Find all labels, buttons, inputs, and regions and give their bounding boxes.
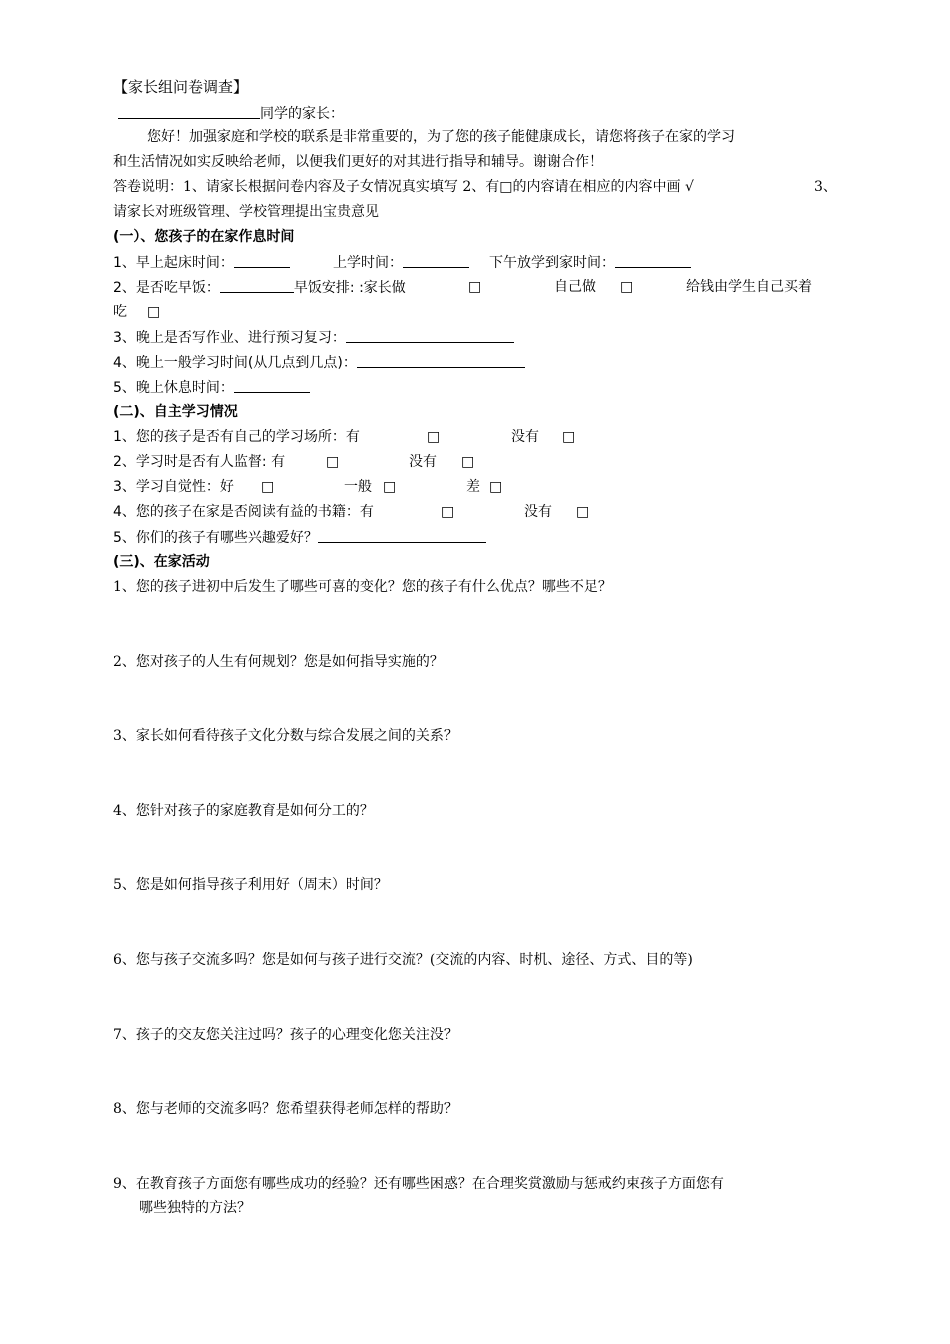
- home-time-label: 下午放学到家时间：: [489, 255, 615, 271]
- s1-q1: [113, 252, 290, 273]
- breakfast-label: 2、是否吃早饭：: [113, 280, 220, 296]
- intro-line-2: 和生活情况如实反映给老师，以便我们更好的对其进行指导和辅导。谢谢合作！: [113, 154, 603, 170]
- s3-q9-line1: 9、在教育孩子方面您有哪些成功的经验？还有哪些困惑？在合理奖赏激励与惩戒约束孩子方面您有: [113, 1176, 724, 1192]
- s3-q8: 8、您与老师的交流多吗？您希望获得老师怎样的帮助？: [113, 1101, 458, 1117]
- s1-q3: [113, 327, 514, 348]
- section3-heading: (三)、在家活动: [113, 554, 210, 570]
- s3-q4: 4、您针对孩子的家庭教育是如何分工的？: [113, 803, 374, 819]
- checkbox-self-discipline-good[interactable]: □: [261, 479, 275, 495]
- s3-q1: 1、您的孩子进初中后发生了哪些可喜的变化？您的孩子有什么优点？哪些不足？: [113, 579, 612, 595]
- s2-q3-poor-label: 差: [466, 479, 480, 495]
- checkbox-money-buy[interactable]: □: [147, 304, 161, 320]
- study-time-blank[interactable]: [357, 352, 525, 368]
- s1-q1-home: [489, 252, 691, 273]
- greeting-suffix: 同学的家长：: [260, 106, 344, 122]
- s2-q2-no-label: 没有: [409, 454, 437, 470]
- checkbox-self-discipline-poor[interactable]: □: [489, 479, 503, 495]
- s1-q5: [113, 377, 310, 398]
- s3-q6: 6、您与孩子交流多吗？您是如何与孩子进行交流？(交流的内容、时机、途径、方式、目的等): [113, 952, 693, 968]
- school-time-blank[interactable]: [403, 252, 469, 268]
- s2-q1-label: 1、您的孩子是否有自己的学习场所：有: [113, 429, 360, 445]
- hobbies-label: 5、你们的孩子有哪些兴趣爱好？: [113, 530, 318, 546]
- s2-q2-label: 2、学习时是否有人监督: 有: [113, 454, 286, 470]
- instructions-line-1: [113, 177, 694, 197]
- breakfast-arrange-label: 早饭安排: :家长做: [293, 280, 406, 296]
- s2-q4-no-label: 没有: [524, 504, 552, 520]
- study-time-label: 4、晚上一般学习时间(从几点到几点)：: [113, 355, 357, 371]
- breakfast-blank[interactable]: [220, 277, 294, 293]
- checkbox-self-cook[interactable]: □: [620, 279, 634, 295]
- checkbox-supervised-yes[interactable]: □: [326, 454, 340, 470]
- page-title: 【家长组问卷调查】: [113, 78, 249, 96]
- section1-heading: (一）、您孩子的在家作息时间: [113, 229, 295, 245]
- s3-q9-line2: 哪些独特的方法？: [139, 1200, 251, 1216]
- checkbox-parent-cook[interactable]: □: [468, 279, 482, 295]
- s2-q4-label: 4、您的孩子在家是否阅读有益的书籍：有: [113, 504, 374, 520]
- s2-q1-no-label: 没有: [511, 429, 539, 445]
- checkbox-supervised-no[interactable]: □: [461, 454, 475, 470]
- checkbox-study-place-no[interactable]: □: [562, 429, 576, 445]
- wake-time-blank[interactable]: [234, 252, 290, 268]
- s1-q4: [113, 352, 525, 373]
- greeting-line: [118, 103, 344, 124]
- intro-line-1: 您好！加强家庭和学校的联系是非常重要的，为了您的孩子能健康成长，请您将孩子在家的学习: [147, 129, 735, 145]
- home-time-blank[interactable]: [615, 252, 691, 268]
- checkbox-reading-no[interactable]: □: [576, 504, 590, 520]
- school-time-label: 上学时间：: [333, 255, 403, 271]
- wake-time-label: 1、早上起床时间：: [113, 255, 234, 271]
- section2-heading: (二)、自主学习情况: [113, 404, 238, 420]
- checkbox-reading-yes[interactable]: □: [441, 504, 455, 520]
- checkbox-self-discipline-average[interactable]: □: [383, 479, 397, 495]
- homework-blank[interactable]: [346, 327, 514, 343]
- instructions-text: 答卷说明：1、请家长根据问卷内容及子女情况真实填写 2、有□的内容请在相应的内容中画 √: [113, 179, 694, 195]
- instructions-item-3: 3、: [814, 179, 837, 195]
- s1-q1-school: [333, 252, 469, 273]
- s3-q3: 3、家长如何看待孩子文化分数与综合发展之间的关系？: [113, 728, 458, 744]
- s3-q7: 7、孩子的交友您关注过吗？孩子的心理变化您关注没？: [113, 1027, 458, 1043]
- money-buy-label-cont: 吃: [113, 304, 127, 320]
- s2-q5: [113, 527, 486, 548]
- s1-q2: [113, 277, 406, 298]
- checkbox-study-place-yes[interactable]: □: [427, 429, 441, 445]
- self-cook-label: 自己做: [554, 279, 596, 295]
- s2-q3-label: 3、学习自觉性：好: [113, 479, 234, 495]
- s3-q2: 2、您对孩子的人生有何规划？您是如何指导实施的？: [113, 654, 444, 670]
- money-buy-label: 给钱由学生自己买着: [686, 279, 812, 295]
- bedtime-blank[interactable]: [234, 377, 310, 393]
- hobbies-blank[interactable]: [318, 527, 486, 543]
- bedtime-label: 5、晚上休息时间：: [113, 380, 234, 396]
- homework-label: 3、晚上是否写作业、进行预习复习：: [113, 330, 346, 346]
- s3-q5: 5、您是如何指导孩子利用好（周末）时间？: [113, 877, 388, 893]
- instructions-line-2: 请家长对班级管理、学校管理提出宝贵意见: [113, 204, 379, 220]
- student-name-blank[interactable]: [118, 103, 260, 119]
- s2-q3-average-label: 一般: [344, 479, 372, 495]
